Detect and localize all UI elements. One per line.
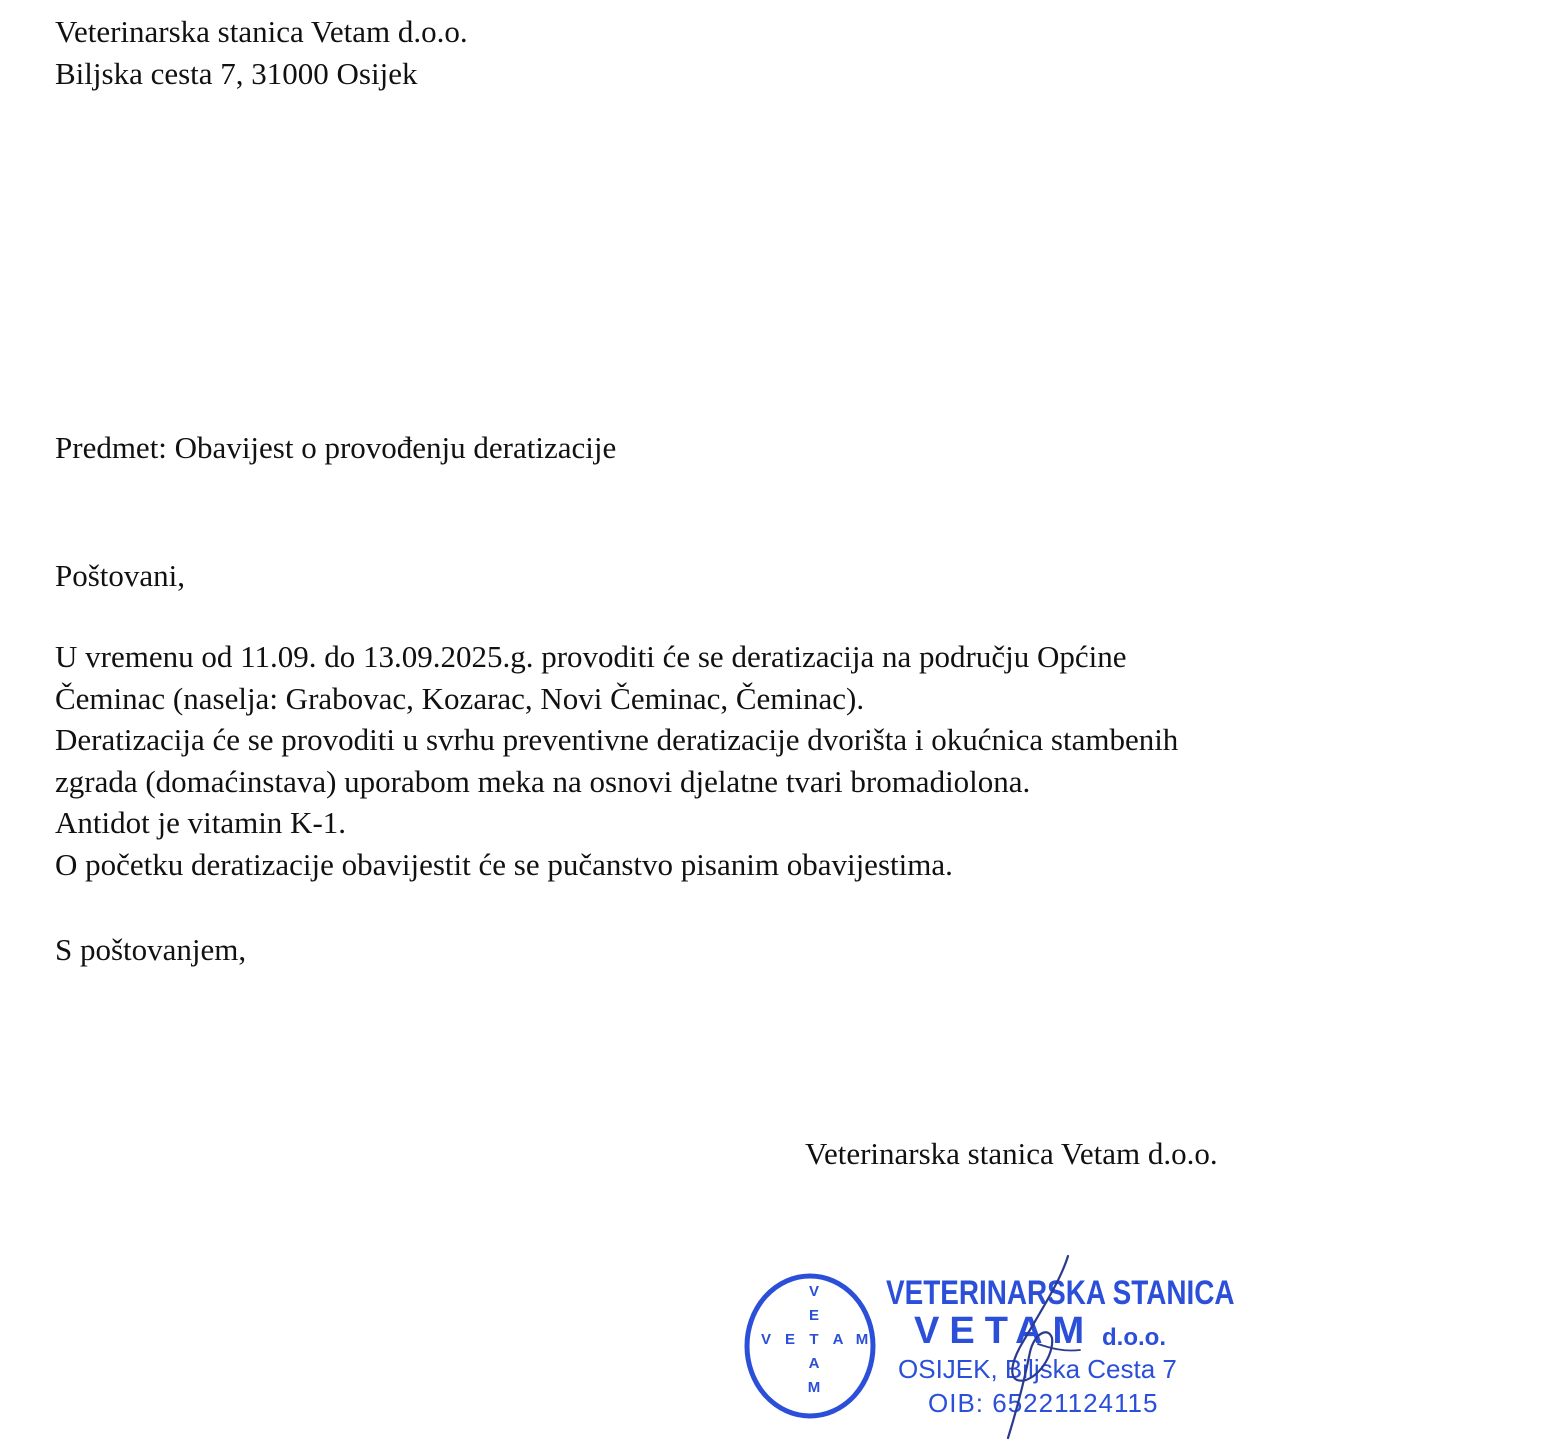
stamp-legal-form: d.o.o. — [1102, 1324, 1166, 1351]
salutation: Poštovani, — [55, 558, 186, 593]
stamp-ring-letter: T — [809, 1331, 819, 1348]
stamp-ring-letter: A — [808, 1355, 820, 1372]
stamp-oib: OIB: 65221124115 — [928, 1388, 1159, 1418]
body-line: O početku deratizacije obavijestit će se pučanstvo pisanim obavijestima. — [55, 846, 953, 882]
stamp-company-name: VETERINARSKA STANICA — [886, 1274, 1235, 1312]
stamp-brand: VETAM — [914, 1310, 1095, 1352]
sender-address: Biljska cesta 7, 31000 Osijek — [55, 56, 418, 91]
stamp-ring-letter: E — [808, 1307, 819, 1324]
body-line: Deratizacija će se provoditi u svrhu preventivne deratizacije dvorišta i okućnica stambenih — [55, 722, 1179, 757]
stamp-ring-letter: M — [855, 1331, 869, 1348]
stamp-ring-letter: V — [808, 1283, 819, 1300]
signatory: Veterinarska stanica Vetam d.o.o. — [805, 1136, 1218, 1171]
body-line: Čeminac (naselja: Grabovac, Kozarac, Novi Čeminac, Čeminac). — [55, 680, 865, 716]
stamp-address: OSIJEK, Biljska Cesta 7 — [898, 1354, 1177, 1384]
stamp-ring-letter: E — [784, 1331, 795, 1348]
letter-body — [55, 636, 1178, 885]
sender-name: Veterinarska stanica Vetam d.o.o. — [55, 14, 468, 49]
closing: S poštovanjem, — [55, 932, 247, 967]
stamp-ring-letter: A — [832, 1331, 844, 1348]
body-line: Antidot je vitamin K-1. — [55, 805, 347, 840]
stamp-ring-letter: V — [760, 1331, 771, 1348]
handwritten-signature-icon — [980, 1252, 1090, 1442]
body-line: U vremenu od 11.09. do 13.09.2025.g. provoditi će se deratizacija na području Općine — [55, 639, 1127, 674]
body-line: zgrada (domaćinstava) uporabom meka na osnovi djelatne tvari bromadiolona. — [55, 763, 1031, 799]
letter-subject: Predmet: Obavijest o provođenju deratizacije — [55, 430, 617, 465]
stamp-ring-letter: M — [807, 1379, 821, 1396]
